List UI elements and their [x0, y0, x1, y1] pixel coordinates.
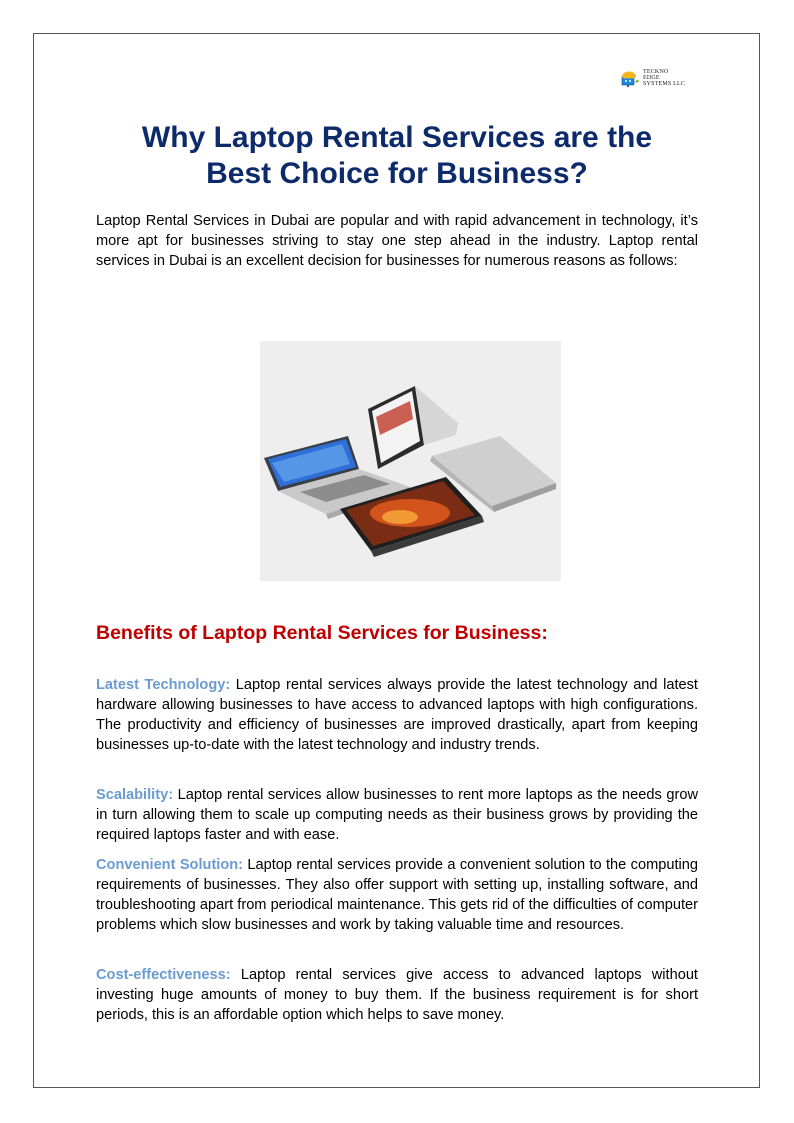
benefit-text: Laptop rental services provide a convenient solution to the computing requirements of businesses. They also offer support with setting up, installing software, and troubleshooting apart from periodical maintenance. This gets rid of the difficulties of computer problems which slow businesses and work by taking valuable time and resources. [96, 857, 698, 933]
benefit-paragraph [96, 675, 698, 755]
benefit-text: Laptop rental services give access to advanced laptops without investing huge amounts of money to buy them. If the business requirement is for short periods, this is an affordable option which helps to save money. [96, 967, 698, 1023]
benefit-paragraph [96, 785, 698, 845]
benefit-term: Scalability: [96, 787, 174, 803]
logo-text-line: SYSTEMS LLC [643, 81, 686, 87]
benefit-text: Laptop rental services allow businesses to rent more laptops as the needs grow in turn allowing them to scale up computing needs as their business grows by providing the required laptops faster and with ease. [96, 787, 698, 843]
section-heading: Benefits of Laptop Rental Services for Business: [96, 622, 548, 644]
title-line: Best Choice for Business? [206, 157, 588, 190]
benefit-paragraph [96, 855, 698, 935]
intro-paragraph: Laptop Rental Services in Dubai are popular and with rapid advancement in technology, it’s more apt for businesses striving to stay one step ahead in the industry. Laptop rental services in Dubai is an excellent decision for businesses for numerous reasons as follows: [96, 213, 698, 269]
page-title [96, 120, 698, 192]
title-line: Why Laptop Rental Services are the [141, 121, 653, 154]
benefit-paragraph [96, 965, 698, 1025]
benefit-text: Laptop rental services always provide the latest technology and latest hardware allowing businesses to have access to advanced laptops with high configurations. The productivity and efficiency of businesses are improved drastically, apart from keeping businesses up-to-date with the latest technology and industry trends. [96, 677, 698, 753]
benefit-term: Convenient Solution: [96, 857, 244, 873]
company-logo [620, 67, 698, 89]
laptops-photo [260, 341, 561, 581]
benefit-term: Cost-effectiveness: [96, 967, 231, 983]
benefit-term: Latest Technology: [96, 677, 231, 693]
logo-text-line: EDGE [643, 75, 660, 81]
cloud-monitor-icon [620, 68, 640, 88]
logo-text-line: TECKNO [643, 69, 669, 75]
